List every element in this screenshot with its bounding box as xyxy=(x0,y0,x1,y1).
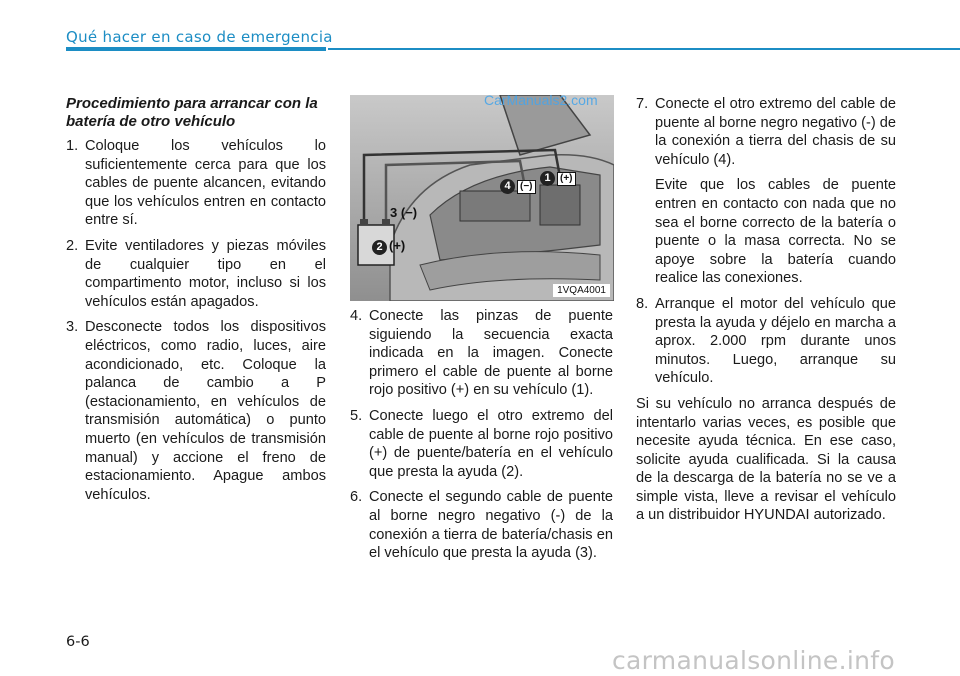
section-title: Procedimiento para arrancar con la batería de otro vehículo xyxy=(66,95,318,130)
steps-list-right xyxy=(636,95,896,169)
step-number: 2. xyxy=(66,237,79,254)
step-2 xyxy=(66,237,326,311)
footer-watermark: carmanualsonline.info xyxy=(612,646,895,675)
step-text: Coloque los vehículos lo suficientemente cerca para que los cables de puente alcancen, evitando que los vehículos entren en contacto entre sí. xyxy=(85,138,326,229)
callout-sign: (−) xyxy=(517,180,536,194)
site-watermark: CarManuals2.com xyxy=(484,92,598,108)
callout-number: 2 xyxy=(372,240,387,255)
callout-3 xyxy=(390,205,417,220)
step-number: 7. xyxy=(636,96,649,112)
step-text: Conecte luego el otro extremo del cable de puente al borne rojo positivo (+) de puente/batería en el vehículo que presta la ayuda (2). xyxy=(369,407,613,480)
step-text: Conecte las pinzas de puente siguiendo la secuencia exacta indicada en la imagen. Conecte primero el cable de puente al borne rojo positivo (+) en su vehículo (1). xyxy=(369,308,613,399)
steps-list-left xyxy=(66,137,326,504)
figure-code: 1VQA4001 xyxy=(553,284,610,297)
step-3 xyxy=(66,318,326,504)
step-5 xyxy=(350,407,613,481)
callout-sign: (−) xyxy=(400,205,418,220)
callout-1 xyxy=(540,169,576,186)
steps-list-middle xyxy=(350,307,613,563)
step-4 xyxy=(350,307,613,400)
callout-4 xyxy=(500,177,536,194)
page-number: 6-6 xyxy=(66,634,90,650)
header-bar-accent xyxy=(66,47,326,51)
callout-sign: (+) xyxy=(389,238,406,253)
column-right xyxy=(636,95,896,525)
closing-paragraph: Si su vehículo no arranca después de intentarlo varias veces, es posible que necesite ayuda técnica. En ese caso, solicite ayuda cualificada. Si la causa de la descarga de la batería no se ve a simple vista, lleve a revisar el vehículo a un distribuidor HYUNDAI autorizado. xyxy=(636,395,896,524)
step-7-note: Evite que los cables de puente entren en contacto con nada que no sea el borne correcto de la batería o puente o la masa correcta. No se apoye sobre la batería cuando realice las conexiones. xyxy=(655,177,896,287)
step-text: Desconecte todos los dispositivos eléctricos, como radio, luces, aire acondicionado, etc. Coloque la palanca de cambio a P (estacionamiento, en vehículos de transmisión automática) o punto muerto (en vehículos de transmisión manual) y accione el freno de estacionamiento. Apague ambos vehículos. xyxy=(85,319,326,503)
step-6 xyxy=(350,488,613,562)
step-number: 4. xyxy=(350,308,363,324)
callout-number: 1 xyxy=(540,171,555,186)
section-header: Qué hacer en caso de emergencia xyxy=(66,28,333,46)
jump-start-illustration xyxy=(350,95,614,301)
step-8 xyxy=(636,295,896,388)
callout-sign: (+) xyxy=(557,172,576,186)
step-number: 5. xyxy=(350,407,363,424)
step-number: 8. xyxy=(636,295,649,312)
header-rule xyxy=(328,48,960,50)
step-text: Conecte el otro extremo del cable de puente al borne negro negativo (-) de la conexión a tierra del chasis de su vehículo (4). xyxy=(655,96,896,168)
column-left xyxy=(66,95,326,511)
step-number: 3. xyxy=(66,319,79,336)
column-middle xyxy=(350,307,613,570)
step-text: Arranque el motor del vehículo que presta la ayuda y déjelo en marcha a aprox. 2.000 rpm durante unos minutos. Luego, arranque su vehículo. xyxy=(655,295,896,387)
callout-2 xyxy=(372,238,405,255)
callout-number: 3 xyxy=(390,205,398,220)
callout-number: 4 xyxy=(500,179,515,194)
step-1 xyxy=(66,137,326,230)
step-7 xyxy=(636,95,896,169)
steps-list-right-cont xyxy=(636,295,896,388)
step-text: Evite ventiladores y piezas móviles de cualquier tipo en el compartimento motor, incluso si los vehículos están apagados. xyxy=(85,237,326,310)
engine-bay-drawing xyxy=(350,95,614,301)
step-number: 6. xyxy=(350,489,363,506)
step-number: 1. xyxy=(66,138,79,154)
step-text: Conecte el segundo cable de puente al borne negro negativo (-) de la conexión a tierra de batería/chasis en el vehículo que presta la ayuda (3). xyxy=(369,489,613,562)
